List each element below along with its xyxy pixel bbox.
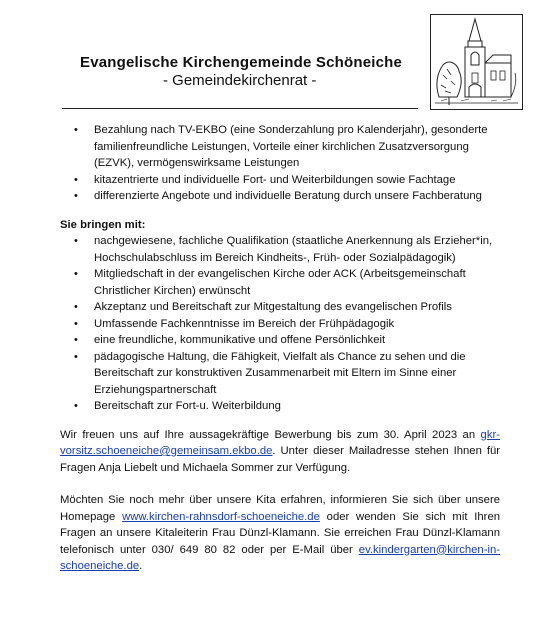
list-item: • Mitgliedschaft in der evangelischen Kirche oder ACK (Arbeitsgemeinschaft Christlicher Kirchen) erwünscht [60, 266, 500, 299]
council-subtitle: - Gemeindekirchenrat - [163, 72, 317, 89]
application-email-link[interactable]: gkr-vorsitz.schoeneiche@gemeinsam.ekbo.de [60, 428, 501, 457]
job-ad-body [60, 122, 500, 575]
more-info-paragraph [60, 492, 500, 575]
list-item: • Akzeptanz und Bereitschaft zur Mitgestaltung des evangelischen Profils [60, 299, 500, 316]
list-item: • Umfassende Fachkenntnisse im Bereich der Frühpädagogik [60, 316, 500, 333]
list-item: • nachgewiesene, fachliche Qualifikation (staatliche Anerkennung als Erzieher*in, Hochschulabschluss im Bereich Kindheits-, Früh- oder Sozialpädagogik) [60, 233, 500, 266]
list-item: • pädagogische Haltung, die Fähigkeit, Vielfalt als Chance zu sehen und die Bereitschaft zur konstruktiven Zusammenarbeit mit Eltern im Sinne einer Erziehungspartnerschaft [60, 349, 500, 399]
list-item: • kitazentrierte und individuelle Fort- und Weiterbildungen sowie Fachtage [60, 172, 500, 189]
more-info-middle: oder wenden Sie sich mit Ihren Fragen an unsere Kitaleiterin Frau Dünzl-Klamann. Sie erreichen Frau Dünzl-Klamann telefonisch unter 030/ 649 80 82 oder per E-Mail über [60, 510, 501, 556]
requirements-list [60, 233, 500, 415]
kita-email-link[interactable]: ev.kindergarten@kirchen-in-schoeneiche.de [60, 543, 501, 572]
more-info-end: . [139, 560, 143, 572]
header-divider [62, 108, 418, 109]
list-item: • eine freundliche, kommunikative und offene Persönlichkeit [60, 332, 500, 349]
list-item: • Bezahlung nach TV-EKBO (eine Sonderzahlung pro Kalenderjahr), gesonderte familienfreundliche Leistungen, Vorteile einer kirchlichen Zusatzversorgung (EZVK), vermögenswirksame Leistungen [60, 122, 500, 172]
application-outro: . Unter dieser Mailadresse stehen Ihnen für Fragen Anja Liebelt und Michaela Sommer zur Verfügung. [60, 445, 500, 474]
list-item: • Bereitschaft zur Fort-u. Weiterbildung [60, 398, 500, 415]
list-item: • differenzierte Angebote und individuelle Beratung durch unsere Fachberatung [60, 188, 500, 205]
requirements-heading: Sie bringen mit: [60, 218, 146, 231]
application-intro: Wir freuen uns auf Ihre aussagekräftige Bewerbung bis zum 30. April 2023 an [60, 428, 476, 441]
letterhead [0, 0, 555, 112]
homepage-link[interactable]: www.kirchen-rahnsdorf-schoeneiche.de [122, 510, 320, 523]
organization-name: Evangelische Kirchengemeinde Schöneiche [80, 54, 403, 71]
application-paragraph [60, 427, 500, 477]
church-logo-icon [430, 14, 523, 110]
more-info-intro: Möchten Sie noch mehr über unsere Kita erfahren, informieren Sie sich über unsere Homepage [60, 494, 500, 523]
benefits-list [60, 122, 500, 205]
